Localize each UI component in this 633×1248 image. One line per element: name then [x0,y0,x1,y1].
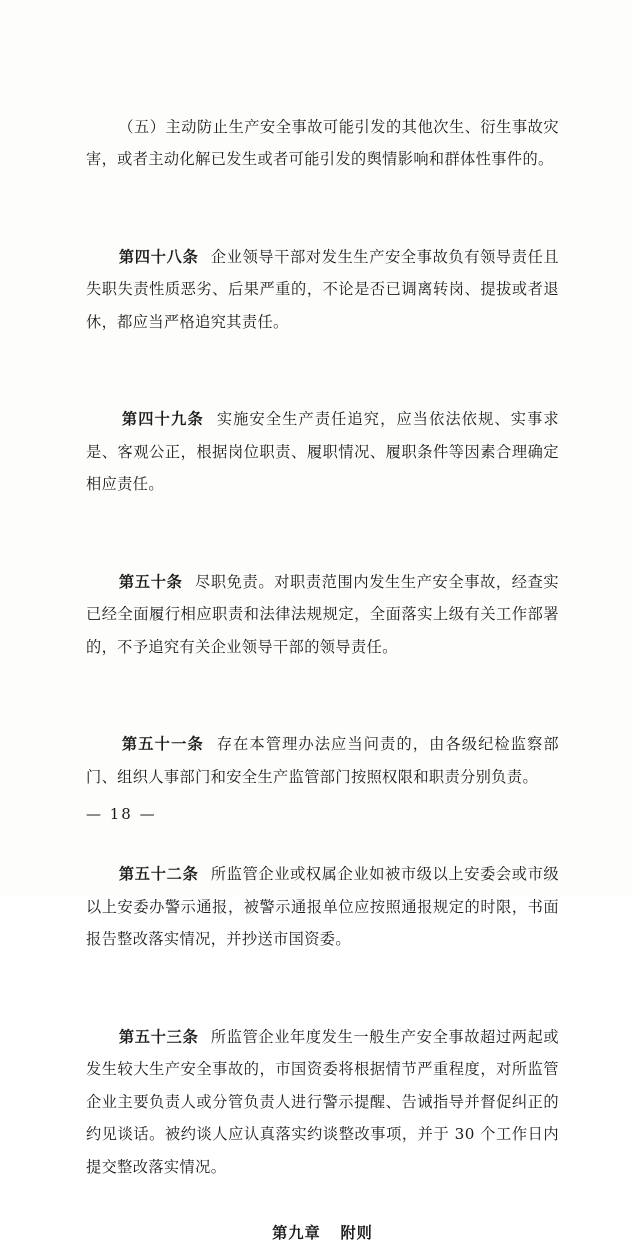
paragraph-text: 尽职免责。对职责范围内发生生产安全事故，经查实已经全面履行相应职责和法律法规规定，全面落实上级有关工作部署的，不予追究有关企业领导干部的领导责任。 [86,572,559,656]
paragraph-article-49 [86,371,559,534]
paragraph-text: 存在本管理办法应当问责的，由各级纪检监察部门、组织人事部门和安全生产监管部门按照权限和职责分别负责。 [86,735,559,786]
paragraph-article-53 [86,988,559,1216]
article-number: 第四十九条 [121,410,204,428]
article-number: 第四十八条 [118,247,199,266]
article-number: 第五十条 [118,572,183,591]
paragraph-article-48 [86,208,559,371]
paragraph-text: 所监管企业或权属企业如被市级以上安委会或市级以上安委办警示通报，被警示通报单位应按照通报规定的时限，书面报告整改落实情况，并抄送市国资委。 [86,865,559,948]
page-number: — 18 — [86,805,157,823]
paragraph-text: 企业领导干部对发生生产安全事故负有领导责任且失职失责性质恶劣、后果严重的，不论是否已调离转岗、提拔或者退休，都应当严格追究其责任。 [86,247,559,331]
chapter-number: 第九章 [272,1223,321,1242]
paragraph-text: （五）主动防止生产安全事故可能引发的其他次生、衍生事故灾害，或者主动化解已发生或者可能引发的舆情影响和群体性事件的。 [86,117,559,168]
article-number: 第五十三条 [118,1027,199,1046]
chapter-title: 附则 [340,1223,373,1242]
paragraph-article-52 [86,826,559,989]
chapter-heading [86,1218,559,1248]
paragraph-item-5 [86,78,559,208]
paragraph-article-51 [86,696,559,826]
document-body [86,78,559,1248]
paragraph-article-50 [86,533,559,696]
paragraph-text: 所监管企业年度发生一般生产安全事故超过两起或发生较大生产安全事故的，市国资委将根据情节严重程度，对所监管企业主要负责人或分管负责人进行警示提醒、告诫指导并督促纠正的约见谈话。被约谈人应认真落实约谈整改事项，并于 30 个工作日内提交整改落实情况。 [86,1027,559,1176]
paragraph-text: 实施安全生产责任追究，应当依法依规、实事求是、客观公正，根据岗位职责、履职情况、履职条件等因素合理确定相应责任。 [86,410,559,493]
article-number: 第五十二条 [118,865,199,883]
article-number: 第五十一条 [121,735,204,753]
